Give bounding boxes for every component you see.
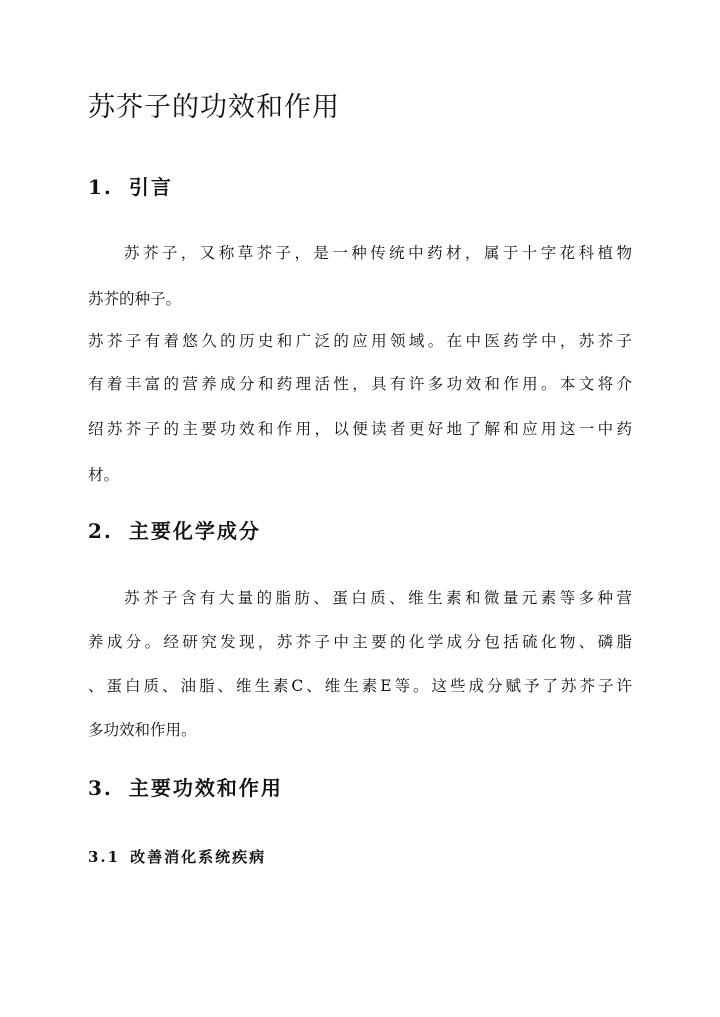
- paragraph-line: 苏芥子含有大量的脂肪、蛋白质、维生素和微量元素等多种营: [124, 589, 632, 607]
- paragraph-line: 苏芥的种子。: [88, 290, 182, 308]
- section-number: 3.: [88, 776, 113, 800]
- paragraph-line: 有着丰富的营养成分和药理活性，具有许多功效和作用。本文将介: [88, 375, 632, 393]
- section-title: 主要化学成分: [128, 519, 261, 543]
- section-number: 1.: [88, 175, 113, 199]
- section-heading-main-effects: [88, 773, 283, 803]
- subsection-number: 3.1: [88, 848, 121, 866]
- section-title: 引言: [128, 175, 173, 199]
- paragraph-line: 苏芥子，又称草芥子，是一种传统中药材，属于十字花科植物: [124, 244, 632, 262]
- document-title: 苏芥子的功效和作用: [88, 92, 340, 123]
- section-number: 2.: [88, 519, 113, 543]
- section-title: 主要功效和作用: [128, 776, 283, 800]
- section-heading-chemical-components: [88, 516, 261, 546]
- paragraph-line: 苏芥子有着悠久的历史和广泛的应用领域。在中医药学中，苏芥子: [88, 332, 632, 350]
- paragraph-line: 多功效和作用。: [88, 721, 197, 739]
- paragraph-line: 材。: [88, 466, 120, 484]
- paragraph-line: 、蛋白质、油脂、维生素C、维生素E等。这些成分赋予了苏芥子许: [88, 677, 632, 695]
- paragraph-line: 养成分。经研究发现，苏芥子中主要的化学成分包括硫化物、磷脂: [88, 633, 632, 651]
- paragraph-line: 绍苏芥子的主要功效和作用，以便读者更好地了解和应用这一中药: [88, 420, 632, 438]
- subsection-title: 改善消化系统疾病: [130, 848, 267, 866]
- section-heading-introduction: [88, 172, 173, 202]
- subsection-heading-digestive: [88, 845, 266, 869]
